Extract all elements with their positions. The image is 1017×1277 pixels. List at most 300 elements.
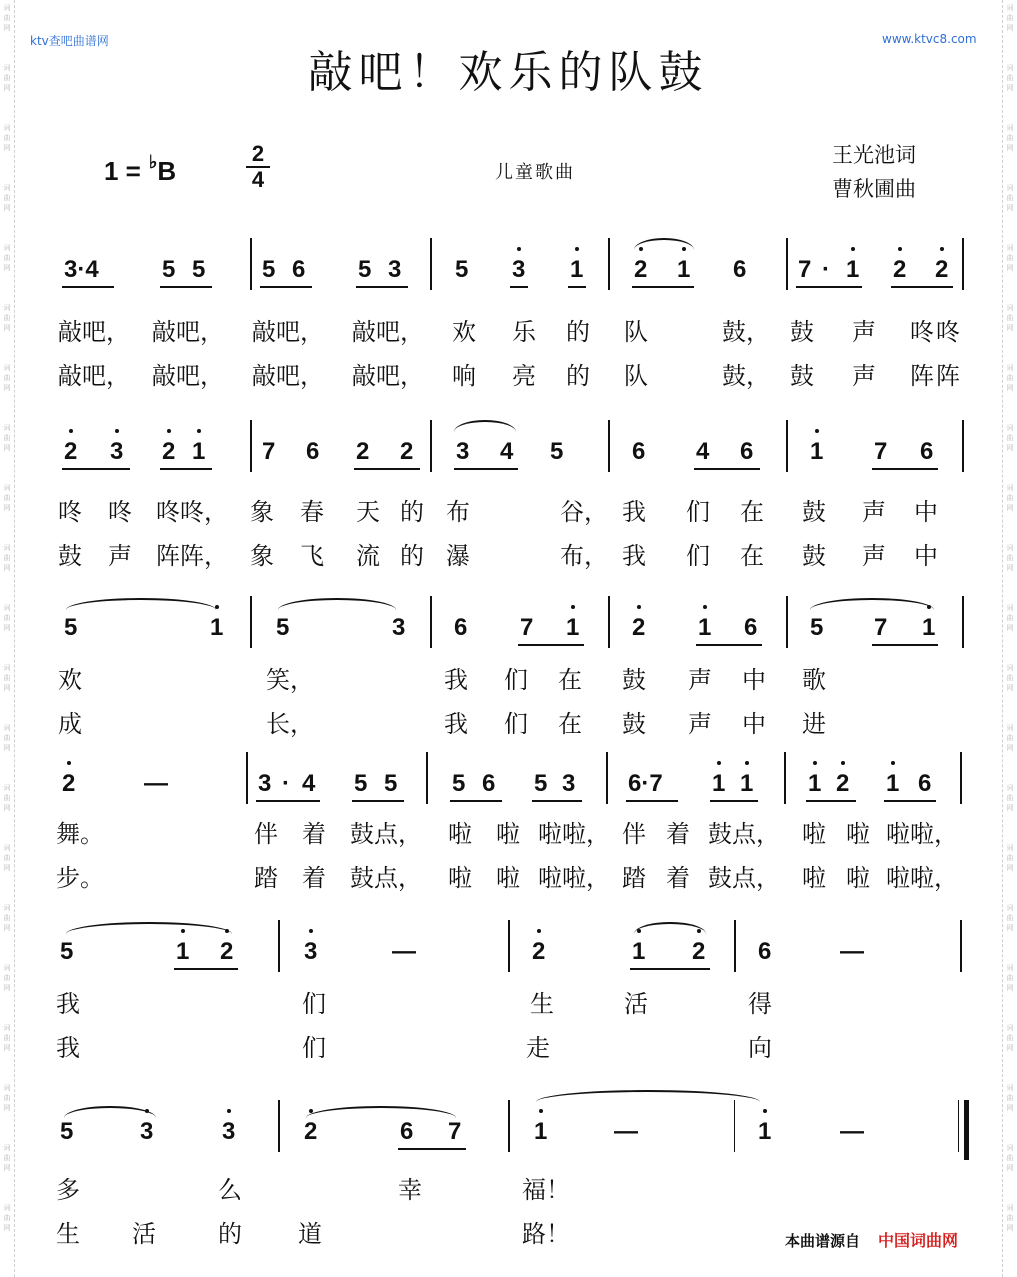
watermark-glyph: 词 [1006, 844, 1014, 852]
lyric-syllable: 踏 [254, 864, 278, 892]
watermark-glyph: 网 [3, 504, 11, 512]
watermark-glyph: 网 [3, 204, 11, 212]
note: 1 [758, 1118, 771, 1146]
note: 6 [733, 256, 747, 283]
watermark-glyph: 曲 [1006, 1034, 1014, 1042]
slur [536, 1090, 760, 1102]
lyric-syllable: 声 [862, 498, 886, 526]
note: 5 [60, 1118, 74, 1145]
note: 1 [210, 614, 223, 642]
note: 2 [400, 438, 414, 465]
underline [696, 644, 762, 646]
slur [634, 922, 706, 934]
underline [510, 286, 528, 288]
note: 3 [140, 1118, 153, 1146]
watermark-glyph: 网 [3, 744, 11, 752]
watermark-glyph: 词 [1006, 364, 1014, 372]
lyric-syllable: 么 [218, 1176, 242, 1204]
watermark-glyph: 词 [1006, 664, 1014, 672]
lyric-syllable: 咚 [936, 318, 960, 346]
note: 2 [356, 438, 370, 465]
watermark-glyph: 词 [3, 4, 11, 12]
note: 7 [520, 614, 534, 641]
barline [250, 420, 252, 472]
watermark-glyph: 网 [3, 624, 11, 632]
watermark-glyph: 曲 [1006, 134, 1014, 142]
barline [786, 596, 788, 648]
watermark-glyph: 曲 [3, 494, 11, 502]
watermark-glyph: 网 [1006, 624, 1014, 632]
lyric-syllable: 的 [218, 1220, 242, 1248]
watermark-glyph: 词 [1006, 1024, 1014, 1032]
lyric-syllable: 我 [56, 990, 80, 1018]
note: 7 [798, 256, 812, 283]
lyricist: 王光池词 [832, 143, 916, 167]
note: 6 [740, 438, 754, 465]
note: — [840, 1118, 864, 1145]
barline [960, 752, 962, 804]
watermark-glyph: 曲 [1006, 794, 1014, 802]
lyric-syllable: 鼓点， [708, 820, 780, 848]
lyric-syllable: 啦 [846, 820, 870, 848]
lyric-syllable: 福！ [522, 1176, 570, 1204]
watermark-glyph: 网 [1006, 444, 1014, 452]
time-signature [246, 142, 270, 192]
watermark-glyph: 网 [3, 804, 11, 812]
watermark-glyph: 网 [1006, 504, 1014, 512]
watermark-glyph: 词 [3, 1204, 11, 1212]
note: 6 [920, 438, 934, 465]
barline [430, 238, 432, 290]
watermark-glyph: 网 [1006, 984, 1014, 992]
lyric-syllable: 阵 [910, 362, 934, 390]
lyric-syllable: 鼓 [622, 666, 646, 694]
key-prefix: 1 = [104, 156, 141, 186]
note: — [840, 938, 864, 965]
genre-label: 儿童歌曲 [495, 162, 575, 183]
barline [426, 752, 428, 804]
note: 1 [176, 938, 189, 966]
note: 6 [918, 770, 932, 797]
lyric-syllable: 象 [250, 542, 274, 570]
lyric-syllable: 长， [266, 710, 314, 738]
lyric-syllable: 伴 [254, 820, 278, 848]
watermark-glyph: 网 [3, 924, 11, 932]
barline [508, 920, 510, 972]
watermark-glyph: 网 [1006, 24, 1014, 32]
note: 6 [744, 614, 758, 641]
watermark-glyph: 曲 [3, 1214, 11, 1222]
watermark-glyph: 词 [3, 424, 11, 432]
underline [568, 286, 586, 288]
lyric-syllable: 亮 [512, 362, 536, 390]
note: 7 [262, 438, 276, 465]
watermark-glyph: 曲 [3, 674, 11, 682]
lyric-syllable: 的 [566, 362, 590, 390]
note: 5 [64, 614, 78, 641]
watermark-glyph: 词 [1006, 724, 1014, 732]
underline [796, 286, 862, 288]
watermark-glyph: 词 [3, 484, 11, 492]
watermark-glyph: 曲 [1006, 854, 1014, 862]
note: 6 [482, 770, 496, 797]
watermark-glyph: 词 [3, 124, 11, 132]
underline [450, 800, 502, 802]
underline [710, 800, 758, 802]
note: 2 [836, 770, 849, 798]
watermark-glyph: 曲 [1006, 674, 1014, 682]
watermark-glyph: 曲 [3, 734, 11, 742]
lyric-syllable: 敲吧， [352, 362, 424, 390]
lyric-syllable: 进 [802, 710, 826, 738]
underline [626, 800, 678, 802]
slur [454, 420, 516, 432]
note: 5 [358, 256, 372, 283]
lyric-syllable: 着 [666, 864, 690, 892]
lyric-syllable: 阵 [936, 362, 960, 390]
lyric-syllable: 幸 [398, 1176, 422, 1204]
note: 3 [456, 438, 470, 465]
watermark-glyph: 曲 [3, 1094, 11, 1102]
lyric-syllable: 响 [452, 362, 476, 390]
slur [278, 598, 396, 610]
key-letter: B [157, 156, 177, 186]
barline [960, 920, 962, 972]
watermark-glyph: 网 [1006, 84, 1014, 92]
lyric-syllable: 着 [302, 864, 326, 892]
lyric-syllable: 鼓 [622, 710, 646, 738]
watermark-glyph: 词 [1006, 1144, 1014, 1152]
barline [608, 238, 610, 290]
watermark-glyph: 曲 [3, 794, 11, 802]
watermark-glyph: 词 [1006, 904, 1014, 912]
underline [630, 968, 710, 970]
lyric-syllable: 流 [356, 542, 380, 570]
watermark-glyph: 网 [1006, 1104, 1014, 1112]
lyric-syllable: 敲吧， [152, 362, 224, 390]
underline [174, 968, 238, 970]
watermark-glyph: 曲 [1006, 614, 1014, 622]
right-watermark-strip [1002, 0, 1017, 1277]
note: 7 [874, 614, 888, 641]
lyric-syllable: 鼓 [802, 498, 826, 526]
lyric-syllable: 声 [688, 666, 712, 694]
watermark-glyph: 曲 [3, 974, 11, 982]
watermark-glyph: 词 [3, 664, 11, 672]
lyric-syllable: 队 [624, 318, 648, 346]
lyric-syllable: 着 [666, 820, 690, 848]
note: 5 [354, 770, 368, 797]
watermark-glyph: 网 [1006, 684, 1014, 692]
watermark-glyph: 词 [1006, 1084, 1014, 1092]
lyric-syllable: 敲吧， [252, 318, 324, 346]
lyric-syllable: 着 [302, 820, 326, 848]
note: 6 [758, 938, 772, 965]
lyric-syllable: 阵阵， [156, 542, 228, 570]
watermark-glyph: 词 [3, 544, 11, 552]
barline [608, 596, 610, 648]
watermark-glyph: 网 [3, 864, 11, 872]
watermark-glyph: 网 [3, 384, 11, 392]
lyric-syllable: 瀑 [446, 542, 470, 570]
watermark-glyph: 曲 [1006, 494, 1014, 502]
watermark-glyph: 词 [3, 244, 11, 252]
watermark-glyph: 词 [3, 964, 11, 972]
watermark-glyph: 网 [3, 324, 11, 332]
watermark-site-right: www.ktvc8.com [882, 32, 977, 46]
note: 6 [400, 1118, 414, 1145]
barline [962, 238, 964, 290]
underline [532, 800, 582, 802]
note: 2 [162, 438, 175, 466]
barline [606, 752, 608, 804]
note: 5 [452, 770, 466, 797]
note: 2 [893, 256, 906, 284]
lyric-syllable: 们 [504, 666, 528, 694]
underline [632, 286, 694, 288]
watermark-glyph: 网 [3, 1044, 11, 1052]
watermark-glyph: 词 [3, 724, 11, 732]
watermark-glyph: 曲 [1006, 194, 1014, 202]
slur [306, 1106, 456, 1118]
lyric-syllable: 多 [56, 1176, 80, 1204]
watermark-glyph: 词 [3, 604, 11, 612]
lyric-syllable: 的 [400, 498, 424, 526]
barline [278, 920, 280, 972]
watermark-glyph: 网 [3, 564, 11, 572]
slur [64, 1106, 156, 1118]
watermark-glyph: 曲 [3, 314, 11, 322]
watermark-glyph: 网 [1006, 804, 1014, 812]
lyric-syllable: 欢 [452, 318, 476, 346]
note: 5 [455, 256, 469, 283]
lyric-syllable: 路！ [522, 1220, 570, 1248]
note: 6·7 [628, 770, 663, 797]
lyric-syllable: 生 [530, 990, 554, 1018]
note: 4 [696, 438, 710, 465]
watermark-glyph: 词 [3, 1144, 11, 1152]
watermark-glyph: 曲 [3, 614, 11, 622]
note: 2 [532, 938, 545, 966]
watermark-glyph: 词 [1006, 4, 1014, 12]
watermark-glyph: 曲 [3, 74, 11, 82]
watermark-glyph: 网 [1006, 264, 1014, 272]
watermark-glyph: 词 [1006, 304, 1014, 312]
watermark-glyph: 词 [3, 844, 11, 852]
watermark-glyph: 词 [3, 904, 11, 912]
watermark-glyph: 词 [1006, 964, 1014, 972]
watermark-glyph: 曲 [1006, 1154, 1014, 1162]
barline [786, 420, 788, 472]
lyric-syllable: 向 [748, 1034, 772, 1062]
watermark-glyph: 词 [3, 1024, 11, 1032]
note: 1 [810, 438, 823, 466]
note: 3 [512, 256, 525, 284]
note: 3 [304, 938, 317, 966]
watermark-glyph: 词 [3, 364, 11, 372]
note: · [282, 770, 290, 797]
barline [250, 238, 252, 290]
lyric-syllable: 声 [852, 362, 876, 390]
lyric-syllable: 啦 [448, 820, 472, 848]
note: 5 [550, 438, 564, 465]
lyric-syllable: 啦 [448, 864, 472, 892]
note: 1 [922, 614, 935, 642]
lyric-syllable: 啦 [496, 864, 520, 892]
watermark-glyph: 曲 [1006, 254, 1014, 262]
lyric-syllable: 们 [302, 1034, 326, 1062]
watermark-glyph: 网 [3, 84, 11, 92]
watermark-glyph: 曲 [1006, 434, 1014, 442]
note: 1 [740, 770, 753, 798]
lyric-syllable: 声 [688, 710, 712, 738]
source-site[interactable]: 中国词曲网 [878, 1231, 959, 1250]
underline [354, 468, 420, 470]
watermark-glyph: 曲 [3, 554, 11, 562]
watermark-glyph: 网 [3, 264, 11, 272]
watermark-glyph: 词 [1006, 124, 1014, 132]
lyric-syllable: 欢 [58, 666, 82, 694]
watermark-glyph: 曲 [1006, 734, 1014, 742]
note: 2 [64, 438, 77, 466]
lyric-syllable: 鼓点， [350, 864, 422, 892]
lyric-syllable: 在 [558, 710, 582, 738]
lyric-syllable: 啦 [846, 864, 870, 892]
lyric-syllable: 中 [742, 710, 766, 738]
watermark-glyph: 词 [1006, 784, 1014, 792]
underline [454, 468, 518, 470]
watermark-glyph: 网 [3, 684, 11, 692]
note: — [614, 1118, 638, 1145]
note: 3 [388, 256, 402, 283]
underline [398, 1148, 466, 1150]
note: 5 [192, 256, 206, 283]
lyric-syllable: 伴 [622, 820, 646, 848]
underline [62, 468, 130, 470]
note: 1 [192, 438, 205, 466]
watermark-glyph: 网 [1006, 1164, 1014, 1172]
lyric-syllable: 啦啦， [538, 820, 610, 848]
underline [891, 286, 953, 288]
note: 1 [808, 770, 821, 798]
lyric-syllable: 声 [108, 542, 132, 570]
watermark-glyph: 曲 [1006, 374, 1014, 382]
lyric-syllable: 啦啦， [886, 820, 958, 848]
watermark-site-left: ktv查吧曲谱网 [30, 34, 109, 48]
lyric-syllable: 啦 [802, 820, 826, 848]
left-watermark-strip [0, 0, 15, 1277]
watermark-glyph: 网 [3, 984, 11, 992]
underline [872, 468, 938, 470]
barline [278, 1100, 280, 1152]
flat-sign: ♭ [148, 152, 158, 172]
note: 6 [292, 256, 306, 283]
note: 5 [534, 770, 548, 797]
lyric-syllable: 咚 [910, 318, 934, 346]
underline [352, 800, 404, 802]
watermark-glyph: 曲 [3, 134, 11, 142]
barline [962, 596, 964, 648]
underline [356, 286, 408, 288]
watermark-glyph: 曲 [3, 14, 11, 22]
credits [832, 138, 916, 206]
meter-bottom: 4 [251, 167, 265, 192]
lyric-syllable: 敲吧， [58, 318, 130, 346]
watermark-glyph: 网 [3, 444, 11, 452]
watermark-glyph: 曲 [1006, 14, 1014, 22]
note: 1 [566, 614, 579, 642]
lyric-syllable: 咚咚， [156, 498, 228, 526]
lyric-syllable: 的 [566, 318, 590, 346]
note: 2 [935, 256, 948, 284]
note: — [144, 770, 168, 797]
note: 2 [632, 614, 645, 642]
lyric-syllable: 咚 [108, 498, 132, 526]
lyric-syllable: 敲吧， [252, 362, 324, 390]
underline [256, 800, 320, 802]
note: 5 [276, 614, 290, 641]
note: 5 [162, 256, 176, 283]
underline [260, 286, 312, 288]
note: 3 [562, 770, 576, 797]
watermark-glyph: 曲 [1006, 1094, 1014, 1102]
note: 3·4 [64, 256, 99, 283]
lyric-syllable: 歌 [802, 666, 826, 694]
note: 3 [392, 614, 406, 641]
watermark-glyph: 曲 [3, 1034, 11, 1042]
lyric-syllable: 布， [560, 542, 608, 570]
watermark-glyph: 曲 [3, 194, 11, 202]
watermark-glyph: 曲 [1006, 1214, 1014, 1222]
watermark-glyph: 曲 [3, 374, 11, 382]
lyric-syllable: 啦啦， [538, 864, 610, 892]
lyric-syllable: 布 [446, 498, 470, 526]
note: 1 [677, 256, 690, 284]
watermark-glyph: 词 [1006, 424, 1014, 432]
lyric-syllable: 活 [132, 1220, 156, 1248]
lyric-syllable: 在 [740, 542, 764, 570]
lyric-syllable: 踏 [622, 864, 646, 892]
lyric-syllable: 生 [56, 1220, 80, 1248]
lyric-syllable: 鼓 [58, 542, 82, 570]
lyric-syllable: 天 [356, 498, 380, 526]
lyric-syllable: 队 [624, 362, 648, 390]
watermark-glyph: 词 [1006, 484, 1014, 492]
watermark-glyph: 曲 [1006, 314, 1014, 322]
watermark-glyph: 曲 [3, 434, 11, 442]
watermark-glyph: 词 [1006, 544, 1014, 552]
watermark-glyph: 曲 [3, 854, 11, 862]
underline [518, 644, 584, 646]
note: · [822, 256, 830, 283]
note: 2 [220, 938, 233, 966]
note: 2 [634, 256, 647, 284]
meter-top: 2 [251, 141, 265, 166]
note: 1 [632, 938, 645, 966]
watermark-glyph: 词 [1006, 1204, 1014, 1212]
watermark-glyph: 网 [1006, 144, 1014, 152]
lyric-syllable: 中 [914, 542, 938, 570]
watermark-glyph: 词 [1006, 604, 1014, 612]
watermark-glyph: 曲 [1006, 554, 1014, 562]
watermark-glyph: 网 [1006, 204, 1014, 212]
note: 6 [306, 438, 320, 465]
source-label: 本曲谱源自 [785, 1232, 861, 1250]
watermark-glyph: 曲 [1006, 74, 1014, 82]
lyric-syllable: 舞。 [56, 820, 104, 848]
note: 1 [846, 256, 859, 284]
lyric-syllable: 们 [504, 710, 528, 738]
